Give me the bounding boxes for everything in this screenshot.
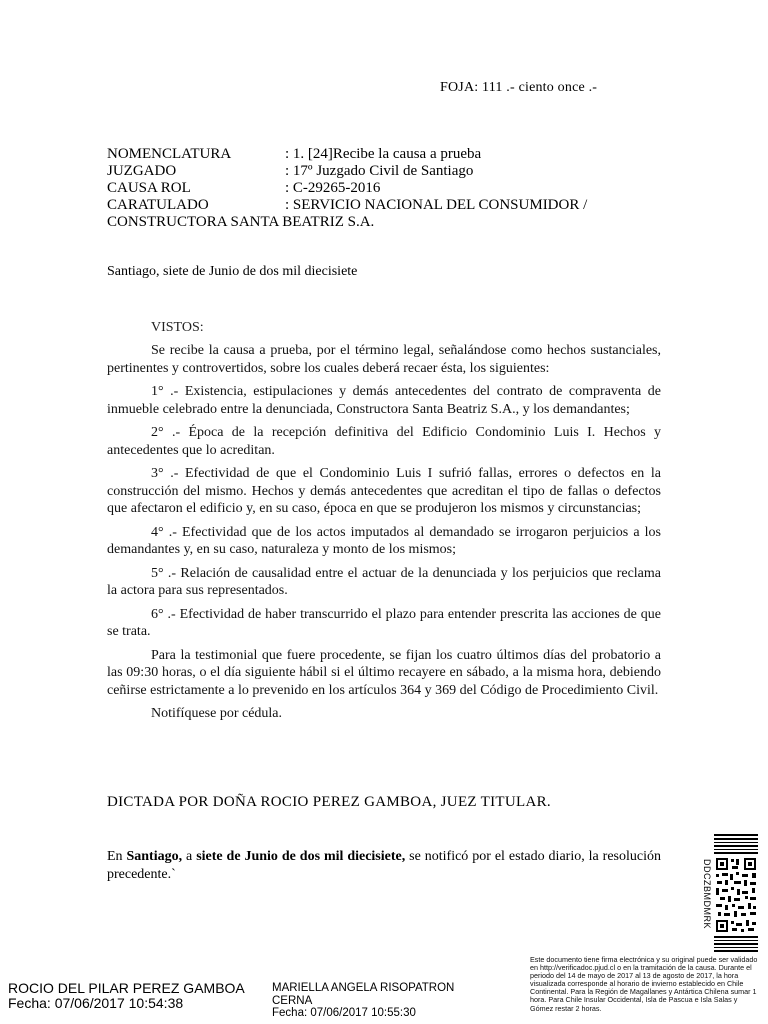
- meta-key: CAUSA ROL: [107, 180, 191, 196]
- caratulado-continuation: CONSTRUCTORA SANTA BEATRIZ S.A.: [107, 214, 375, 230]
- notif-mid: a: [182, 849, 197, 864]
- paragraph: 6° .- Efectividad de haber transcurrido el plazo para entender prescrita las acciones de que se trata.: [107, 606, 661, 639]
- meta-value: : C-29265-2016: [285, 180, 381, 196]
- dictada-line: DICTADA POR DOÑA ROCIO PEREZ GAMBOA, JUEZ TITULAR.: [107, 794, 551, 810]
- qr-code: [714, 834, 758, 954]
- meta-key: JUZGADO: [107, 163, 177, 179]
- verification-code-text: DDCZBMDMRK: [702, 859, 712, 929]
- signer-1-date: Fecha: 07/06/2017 10:54:38: [8, 995, 184, 1011]
- paragraph: 3° .- Efectividad de que el Condominio Luis I sufrió fallas, errores o defectos en la construcción del mismo. Hechos y demás antecedentes que acreditan el tipo de fallas o defectos que afectaron el edificio y, en su caso, época en que se produjeron los mismos y circunstancias;: [107, 466, 661, 516]
- meta-row-juzgado: [107, 163, 587, 180]
- paragraph: 5° .- Relación de causalidad entre el actuar de la denunciada y los perjuicios que reclama la actora para sus representados.: [107, 565, 661, 598]
- electronic-signature-note: Este documento tiene firma electrónica y su original puede ser validado en http://verificadoc.pjud.cl o en la tramitación de la causa. Durante el periodo del 14 de mayo de 2017 al 13 de agosto de 2017, la hora visualizada corresponde al horario de invierno establecido en Chile Continental. Para la Región de Magallanes y Antártica Chilena sumar 1 hora. Para Chile Insular Occidental, Isla de Pascua e Isla Salas y Gómez restar 2 horas.: [530, 955, 758, 1013]
- resolution-date: Santiago, siete de Junio de dos mil diecisiete: [107, 264, 358, 279]
- meta-key: CARATULADO: [107, 197, 209, 213]
- paragraph: 1° .- Existencia, estipulaciones y demás antecedentes del contrato de compraventa de inmueble celebrado entre la denunciada, Constructora Santa Beatriz S.A., y los demandantes;: [107, 384, 661, 417]
- foja-number: FOJA: 111 .- ciento once .-: [440, 80, 598, 95]
- paragraph: Se recibe la causa a prueba, por el término legal, señalándose como hechos sustanciales, pertinentes y controvertidos, sobre los cuales deberá recaer ésta, los siguientes:: [107, 343, 661, 376]
- vistos-heading: VISTOS:: [151, 320, 204, 335]
- paragraph: Para la testimonial que fuere procedente, se fijan los cuatro últimos días del probatorio a las 09:30 horas, o el día siguiente hábil si el último recayere en sábado, a la misma hora, debiendo ceñirse estrictamente a lo prevenido en los artículos 364 y 369 del Código de Procedimiento Civil.: [107, 647, 661, 698]
- meta-value: : 1. [24]Recibe la causa a prueba: [285, 146, 482, 162]
- notification-paragraph: [107, 848, 661, 884]
- case-metadata: [107, 146, 587, 231]
- signer-1-name: ROCIO DEL PILAR PEREZ GAMBOA: [8, 980, 245, 996]
- meta-row-nomenclatura: [107, 146, 587, 163]
- resolution-body: [107, 342, 661, 729]
- paragraph: 2° .- Época de la recepción definitiva del Edificio Condominio Luis I. Hechos y antecedentes que lo acreditan.: [107, 425, 661, 458]
- signer-2-name: MARIELLA ANGELA RISOPATRON CERNA: [272, 982, 455, 1007]
- meta-key: NOMENCLATURA: [107, 146, 232, 162]
- signer-2-date: Fecha: 07/06/2017 10:55:30: [272, 1007, 416, 1019]
- meta-row-caratulado: [107, 197, 587, 214]
- notif-date: siete de Junio de dos mil diecisiete,: [196, 849, 406, 864]
- notif-place: Santiago,: [126, 849, 183, 864]
- paragraph: Notifíquese por cédula.: [151, 706, 283, 721]
- signer-2-block: [272, 982, 492, 1020]
- notif-post: se notificó por el estado diario, la resolución precedente.`: [107, 849, 661, 882]
- paragraph: 4° .- Efectividad que de los actos imputados al demandado se irrogaron perjuicios a los demandantes y, en su caso, naturaleza y monto de los mismos;: [107, 524, 661, 557]
- meta-value: : 17º Juzgado Civil de Santiago: [285, 163, 474, 179]
- verification-code: [700, 834, 714, 954]
- meta-value: : SERVICIO NACIONAL DEL CONSUMIDOR /: [285, 197, 588, 213]
- notif-pre: En: [107, 849, 127, 864]
- meta-row-causa-rol: [107, 180, 587, 197]
